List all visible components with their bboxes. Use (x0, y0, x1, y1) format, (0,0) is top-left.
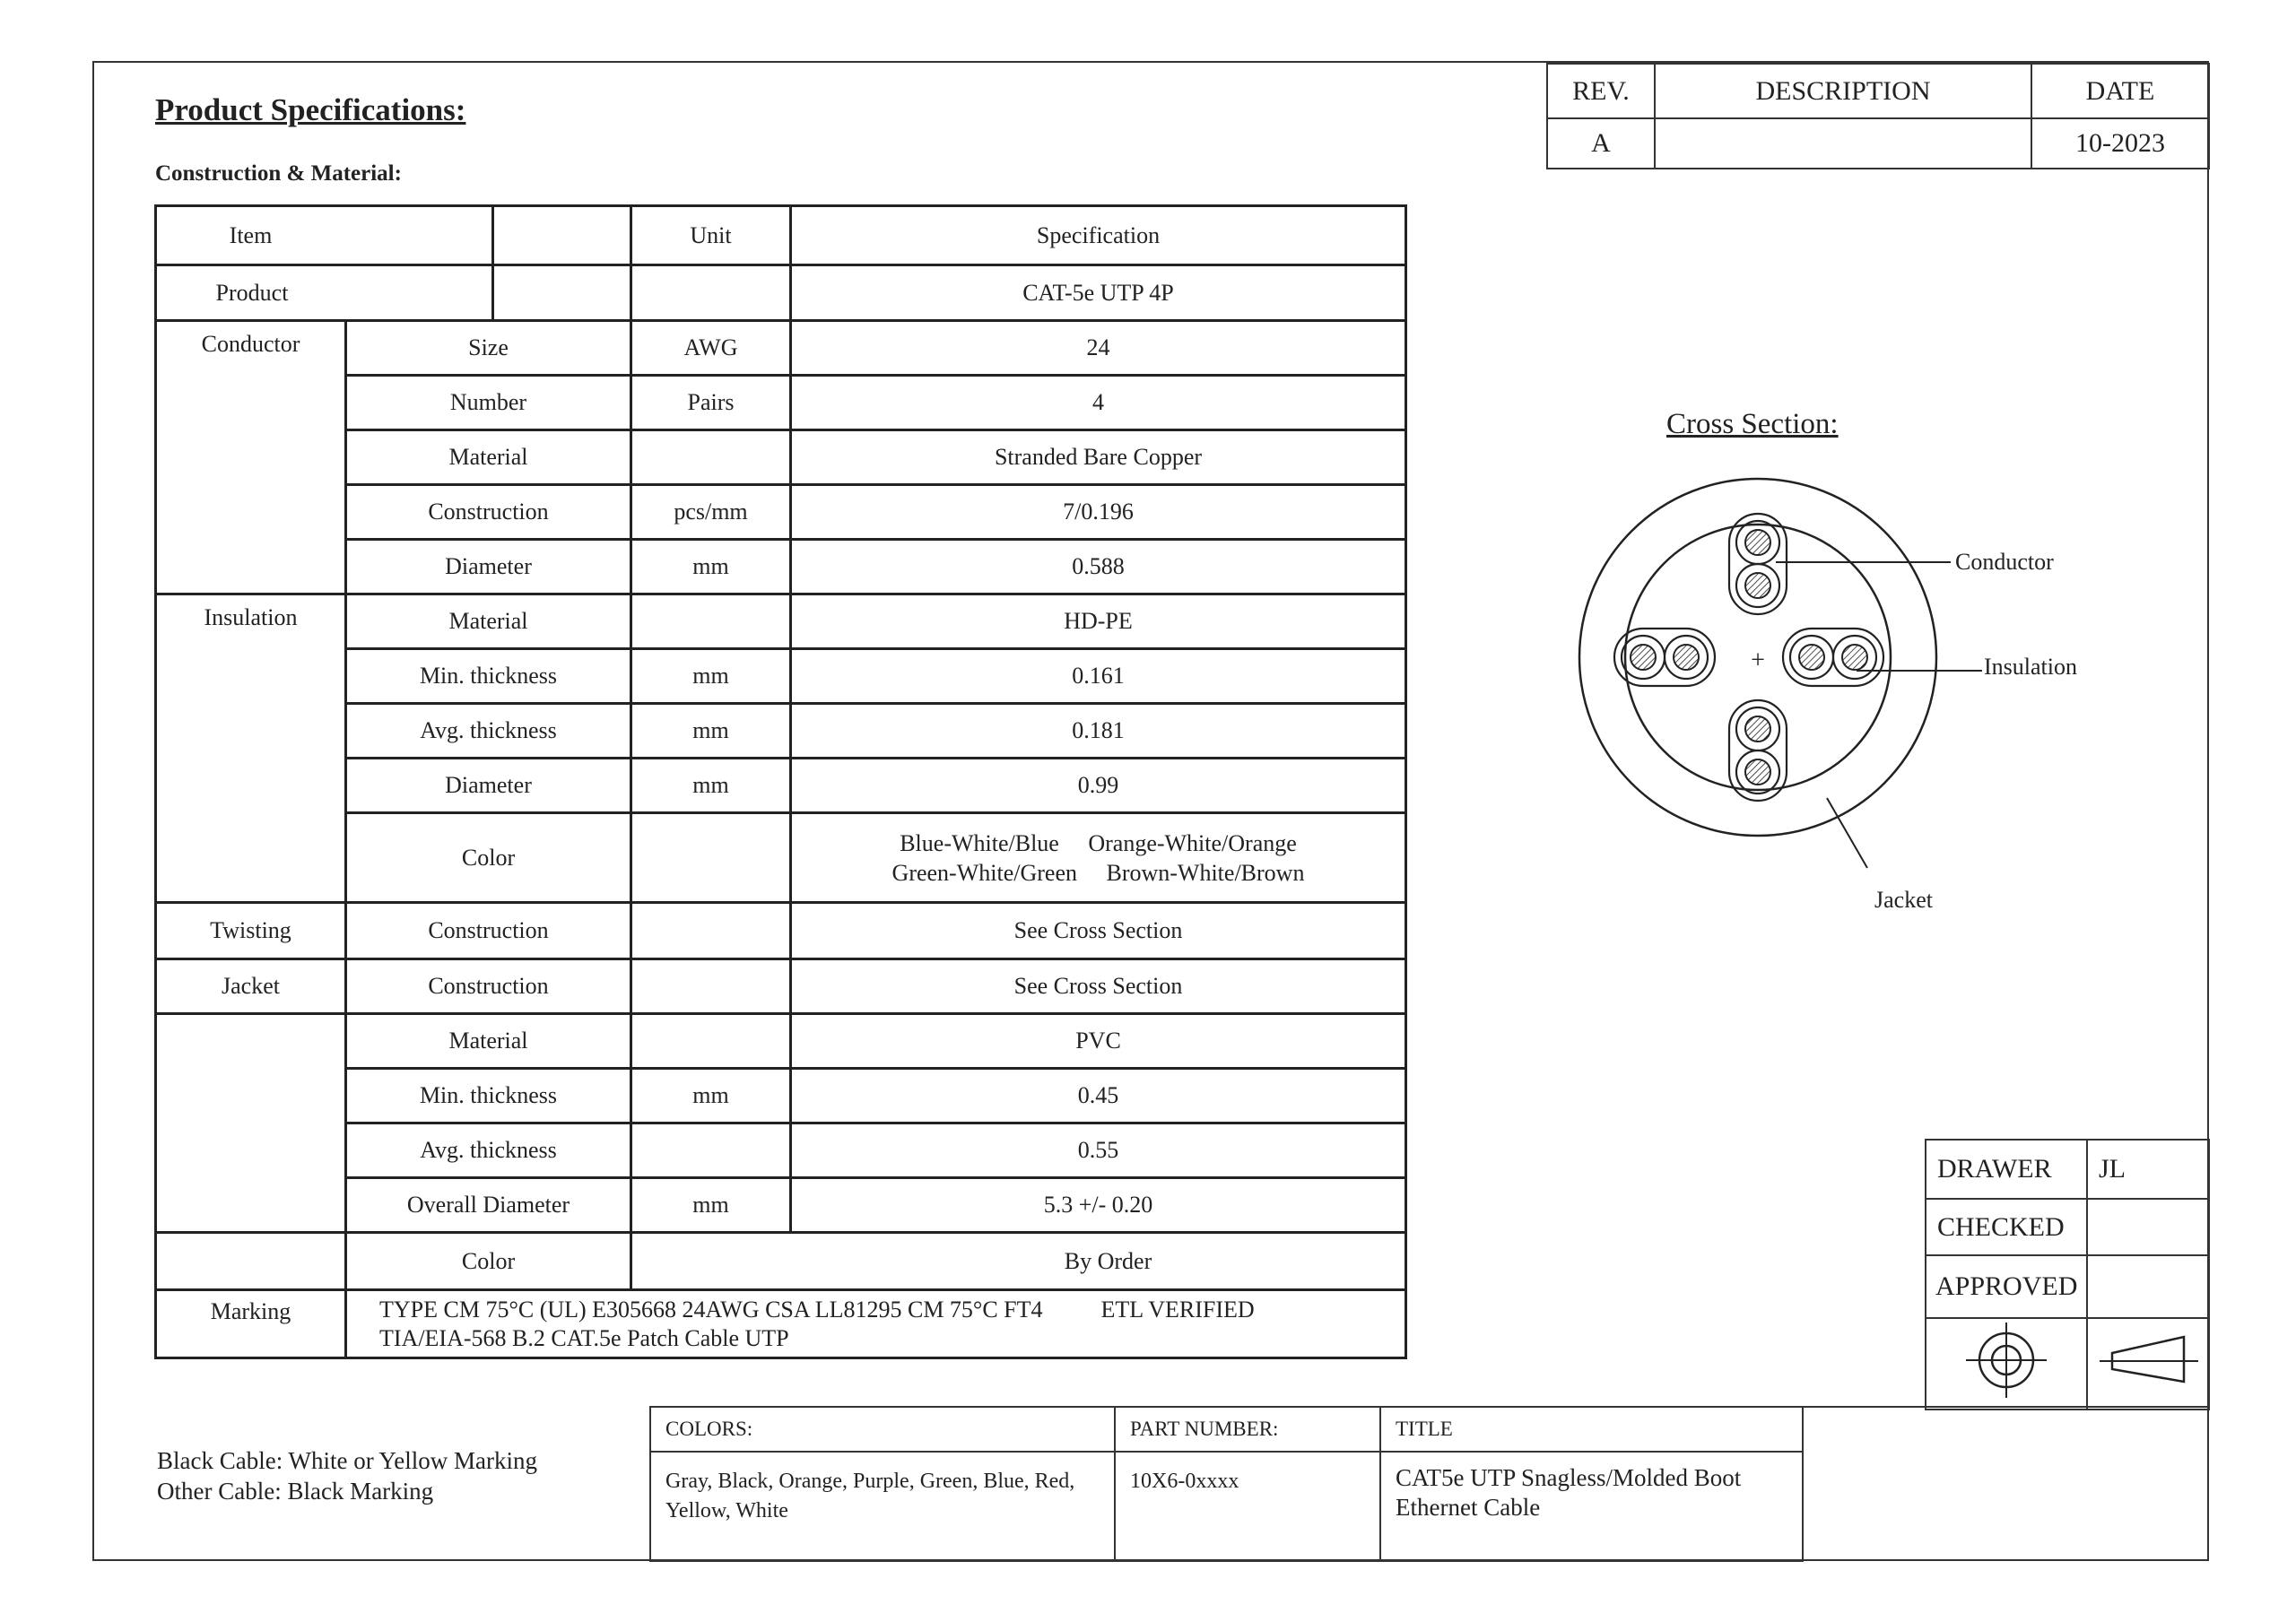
checked-label: CHECKED (1926, 1199, 2087, 1255)
insulation-sub-label: Material (346, 594, 631, 649)
table-row (156, 206, 1406, 265)
conductor-unit: pcs/mm (631, 485, 791, 540)
product-label: Product (215, 279, 289, 306)
conductor-sub-label: Number (346, 376, 631, 430)
table-row (156, 594, 1406, 649)
table-row (156, 265, 1406, 321)
rev-value: A (1547, 118, 1655, 169)
colors-value (650, 1452, 1115, 1561)
checked-value (2087, 1199, 2209, 1255)
jacket-unit: mm (631, 1069, 791, 1123)
insulation-unit: mm (631, 759, 791, 813)
insulation-color-label: Color (346, 813, 631, 903)
twisting-sub-label: Construction (346, 903, 631, 959)
marking-note-line1: Black Cable: White or Yellow Marking (157, 1447, 537, 1474)
page-title: Product Specifications: (155, 92, 466, 127)
jacket-sub-label: Min. thickness (346, 1069, 631, 1123)
conductor-value: 0.588 (791, 540, 1406, 594)
jacket-sub-label: Material (346, 1014, 631, 1069)
jacket-value: PVC (791, 1014, 1406, 1069)
insulation-unit (631, 594, 791, 649)
insulation-value: 0.99 (791, 759, 1406, 813)
spec-table (154, 204, 1407, 1359)
jacket-unit (631, 1123, 791, 1178)
title-line2: Ethernet Cable (1396, 1494, 1541, 1521)
colors-line2: Yellow, White (665, 1499, 788, 1522)
drawer-value: JL (2087, 1140, 2209, 1199)
sign-off-table (1925, 1139, 2210, 1410)
date-value: 10-2023 (2031, 118, 2209, 169)
approved-label: APPROVED (1926, 1255, 2087, 1318)
title-block (649, 1406, 1804, 1562)
conductor-circle (1745, 573, 1770, 598)
frame-divider (1802, 1406, 2209, 1408)
jacket-value: 5.3 +/- 0.20 (791, 1178, 1406, 1233)
title-label: TITLE (1380, 1407, 1803, 1452)
conductor-value: 4 (791, 376, 1406, 430)
section-subtitle: Construction & Material: (155, 161, 402, 186)
conductor-value: 24 (791, 321, 1406, 376)
insulation-unit: mm (631, 649, 791, 704)
conductor-value: 7/0.196 (791, 485, 1406, 540)
conductor-unit: Pairs (631, 376, 791, 430)
approved-value (2087, 1255, 2209, 1318)
conductor-sub-label: Construction (346, 485, 631, 540)
conductor-value: Stranded Bare Copper (791, 430, 1406, 485)
color-value: By Order (631, 1233, 1406, 1290)
jacket-value: 0.55 (791, 1123, 1406, 1178)
table-row (156, 1014, 1406, 1069)
cross-section-title: Cross Section: (1666, 408, 1839, 440)
empty-cell (631, 265, 791, 321)
twisting-value: See Cross Section (791, 903, 1406, 959)
insulation-value: 0.181 (791, 704, 1406, 759)
jacket-sub-label: Overall Diameter (346, 1178, 631, 1233)
table-row (156, 903, 1406, 959)
cross-section-diagram (1561, 466, 2188, 932)
cone-symbol-cell (2087, 1318, 2209, 1409)
marking-label: Marking (156, 1290, 346, 1358)
conductor-unit: AWG (631, 321, 791, 376)
crosshair-icon (1957, 1319, 2056, 1401)
colors-line1: Gray, Black, Orange, Purple, Green, Blue, Red, (665, 1470, 1075, 1493)
conductor-sub-label: Material (346, 430, 631, 485)
jacket-leader-line (1827, 798, 1867, 868)
marking-line2: TIA/EIA-568 B.2 CAT.5e Patch Cable UTP (379, 1324, 789, 1351)
jacket-value: 0.45 (791, 1069, 1406, 1123)
color-label: Color (346, 1233, 631, 1290)
title-line1: CAT5e UTP Snagless/Molded Boot (1396, 1464, 1742, 1491)
colors-label: COLORS: (650, 1407, 1115, 1452)
conductor-sub-label: Diameter (346, 540, 631, 594)
twisting-group: Twisting (156, 903, 346, 959)
title-value (1380, 1452, 1803, 1561)
part-number-value: 10X6-0xxxx (1115, 1452, 1380, 1561)
product-label-cell (156, 265, 631, 321)
description-header: DESCRIPTION (1655, 64, 2031, 118)
twisting-unit (631, 903, 791, 959)
spec-header: Specification (791, 206, 1406, 265)
insulation-sub-label: Avg. thickness (346, 704, 631, 759)
jacket-construction-unit (631, 959, 791, 1014)
item-header: Item (229, 221, 273, 248)
jacket-sub-label: Avg. thickness (346, 1123, 631, 1178)
conductor-circle (1674, 645, 1699, 670)
item-header-cell (156, 206, 631, 265)
cone-projection-icon (2094, 1324, 2202, 1396)
product-value: CAT-5e UTP 4P (791, 265, 1406, 321)
jacket-unit (631, 1014, 791, 1069)
jacket-construction-label: Construction (346, 959, 631, 1014)
color-line1: Blue-White/Blue Orange-White/Orange (900, 829, 1297, 856)
insulation-sub-label: Diameter (346, 759, 631, 813)
conductor-group: Conductor (156, 321, 346, 594)
part-number-label: PART NUMBER: (1115, 1407, 1380, 1452)
table-row (156, 321, 1406, 376)
jacket-group: Jacket (156, 959, 346, 1014)
table-row (156, 959, 1406, 1014)
marking-line1: TYPE CM 75°C (UL) E305668 24AWG CSA LL81295 CM 75°C FT4 ETL VERIFIED (379, 1296, 1255, 1323)
table-row (156, 1233, 1406, 1290)
insulation-value: HD-PE (791, 594, 1406, 649)
conductor-label: Conductor (1955, 549, 2054, 575)
description-value (1655, 118, 2031, 169)
jacket-unit: mm (631, 1178, 791, 1233)
table-row (156, 1290, 1406, 1358)
insulation-value: 0.161 (791, 649, 1406, 704)
svg-text:+: + (1751, 646, 1765, 674)
empty-cell (156, 1233, 346, 1290)
marking-value (346, 1290, 1406, 1358)
conductor-circle (1745, 759, 1770, 785)
empty-cell (631, 813, 791, 903)
insulation-color-value (791, 813, 1406, 903)
jacket-construction-value: See Cross Section (791, 959, 1406, 1014)
unit-header: Unit (631, 206, 791, 265)
conductor-circle (1631, 645, 1656, 670)
conductor-sub-label: Size (346, 321, 631, 376)
jacket-empty-group (156, 1014, 346, 1233)
conductor-unit: mm (631, 540, 791, 594)
jacket-label: Jacket (1874, 887, 1933, 913)
insulation-label: Insulation (1984, 654, 2077, 680)
conductor-circle (1745, 716, 1770, 742)
insulation-group: Insulation (156, 594, 346, 903)
projection-symbol-cell (1926, 1318, 2087, 1409)
insulation-sub-label: Min. thickness (346, 649, 631, 704)
marking-note-line2: Other Cable: Black Marking (157, 1478, 434, 1505)
revision-table (1546, 63, 2210, 169)
date-header: DATE (2031, 64, 2209, 118)
drawer-label: DRAWER (1926, 1140, 2087, 1199)
conductor-circle (1799, 645, 1824, 670)
insulation-unit: mm (631, 704, 791, 759)
conductor-circle (1842, 645, 1867, 670)
rev-header: REV. (1547, 64, 1655, 118)
conductor-unit (631, 430, 791, 485)
conductor-circle (1745, 530, 1770, 555)
color-line2: Green-White/Green Brown-White/Brown (891, 859, 1305, 886)
